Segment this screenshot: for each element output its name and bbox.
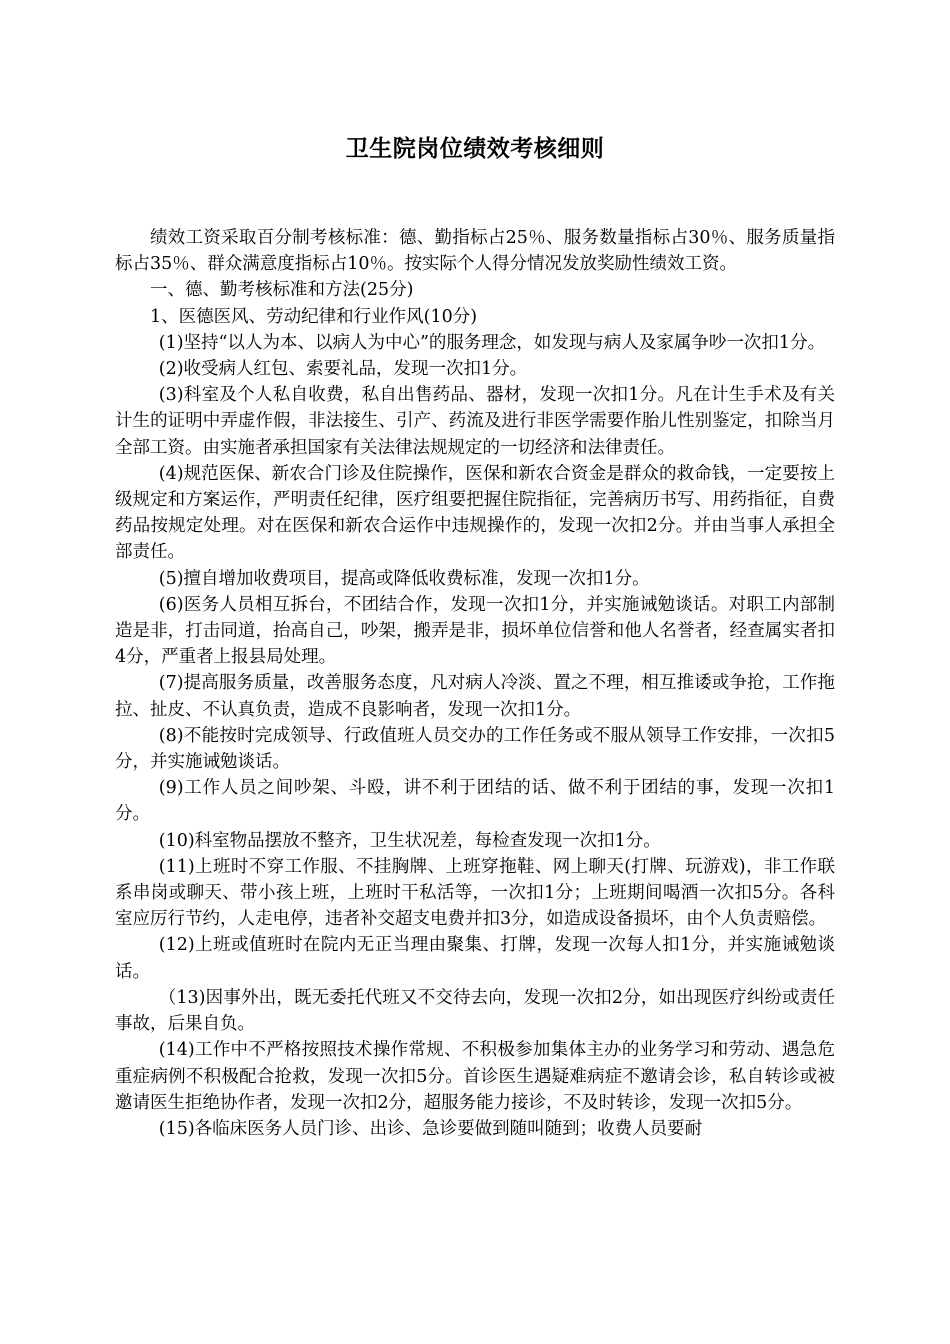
list-item: (1)坚持“以人为本、以病人为中心”的服务理念，如发现与病人及家属争吵一次扣1分。 xyxy=(158,332,826,353)
list-item: (6)医务人员相互拆台，不团结合作，发现一次扣1分，并实施诫勉谈话。对职工内部制造是非，打击同道，抬高自己，吵架，搬弄是非，损坏单位信誉和他人名誉者，经查属实者扣4分，严重者上报县局处理。 xyxy=(115,594,835,668)
list-item: (14)工作中不严格按照技术操作常规、不积极参加集体主办的业务学习和劳动、遇急危重症病例不积极配合抢救，发现一次扣5分。首诊医生遇疑难病症不邀请会诊，私自转诊或被邀请医生拒绝协作者，发现一次扣2分，超服务能力接诊，不及时转诊，发现一次扣5分。 xyxy=(115,1040,835,1113)
subsection-heading: 1、医德医风、劳动纪律和行业作风(10分) xyxy=(150,306,478,327)
paragraph-intro: 绩效工资采取百分制考核标准：德、勤指标占25％、服务数量指标占30％、服务质量指标占35％、群众满意度指标占10％。按实际个人得分情况发放奖励性绩效工资。 xyxy=(115,228,835,275)
list-item: （13)因事外出，既无委托代班又不交待去向，发现一次扣2分，如出现医疗纠纷或责任事故，后果自负。 xyxy=(115,987,835,1035)
list-item: (3)科室及个人私自收费，私自出售药品、器材，发现一次扣1分。凡在计生手术及有关计生的证明中弄虚作假，非法接生、引产、药流及进行非医学需要作胎儿性别鉴定，扣除当月全部工资。由实施者承担国家有关法律法规规定的一切经济和法律责任。 xyxy=(115,385,835,458)
list-item: (12)上班或值班时在院内无正当理由聚集、打牌，发现一次每人扣1分，并实施诫勉谈话。 xyxy=(115,935,835,982)
list-item: (4)规范医保、新农合门诊及住院操作，医保和新农合资金是群众的救命钱，一定要按上级规定和方案运作，严明责任纪律，医疗组要把握住院指征，完善病历书写、用药指征，自费药品按规定处理。对在医保和新农合运作中违规操作的，发现一次扣2分。并由当事人承担全部责任。 xyxy=(115,463,835,563)
list-item: (5)擅自增加收费项目，提高或降低收费标准，发现一次扣1分。 xyxy=(158,568,650,589)
list-item: (9)工作人员之间吵架、斗殴，讲不利于团结的话、做不利于团结的事，发现一次扣1分。 xyxy=(115,778,835,825)
list-item: (8)不能按时完成领导、行政值班人员交办的工作任务或不服从领导工作安排，一次扣5分，并实施诫勉谈话。 xyxy=(115,725,835,773)
document-body xyxy=(115,225,835,1142)
list-item: (11)上班时不穿工作服、不挂胸牌、上班穿拖鞋、网上聊天(打牌、玩游戏)，非工作联系串岗或聊天、带小孩上班，上班时干私活等，一次扣1分；上班期间喝酒一次扣5分。各科室应厉行节约，人走电停，违者补交超支电费并扣3分，如造成设备损坏，由个人负责赔偿。 xyxy=(115,856,835,930)
list-item: (15)各临床医务人员门诊、出诊、急诊要做到随叫随到；收费人员要耐 xyxy=(158,1118,703,1139)
list-item: (2)收受病人红包、索要礼品，发现一次扣1分。 xyxy=(158,359,528,380)
section-heading: 一、德、勤考核标准和方法(25分) xyxy=(150,280,414,301)
list-item: (7)提高服务质量，改善服务态度，凡对病人冷淡、置之不理，相互推诿或争抢，工作拖拉、扯皮、不认真负责，造成不良影响者，发现一次扣1分。 xyxy=(115,673,835,720)
document-title: 卫生院岗位绩效考核细则 xyxy=(345,135,605,162)
list-item: (10)科室物品摆放不整齐，卫生状况差，每检查发现一次扣1分。 xyxy=(158,830,661,851)
